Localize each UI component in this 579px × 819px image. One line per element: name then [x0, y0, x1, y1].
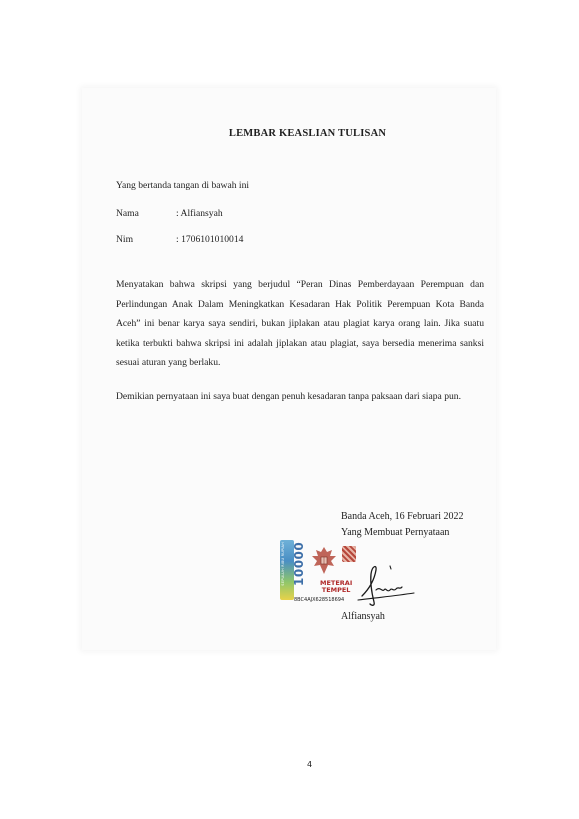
- stamp-title-line2: TEMPEL: [321, 586, 351, 594]
- stamp-serial: 8BC4AJX628518694: [294, 597, 345, 603]
- meterai-stamp: [280, 540, 360, 608]
- signer-name: Alfiansyah: [341, 611, 385, 622]
- garuda-emblem-icon: [310, 544, 338, 578]
- page-number: 4: [306, 760, 313, 769]
- field-value-nim: : 1706101010014: [176, 234, 244, 245]
- handwritten-signature-icon: [354, 560, 418, 610]
- statement-paragraph: Menyatakan bahwa skripsi yang berjudul “Peran Dinas Pemberdayaan Perempuan dan Perlindungan Anak Dalam Meningkatkan Kesadaran Hak Politik Perempuan Kota Banda Aceh” ini benar karya saya sendiri, bukan jiplakan atau plagiat karya orang lain. Jika suatu ketika terbukti bahwa skripsi ini adalah jiplakan atau plagiat, saya bersedia menerima sanksi sesuai aturan yang berlaku.: [116, 279, 484, 368]
- maker-label: Yang Membuat Pernyataan: [341, 527, 450, 538]
- stamp-title-line1: METERAI: [320, 579, 353, 587]
- intro-text: Yang bertanda tangan di bawah ini: [116, 180, 250, 191]
- document-title: LEMBAR KEASLIAN TULISAN: [228, 128, 387, 139]
- stamp-value: 10000: [292, 541, 306, 586]
- closing-paragraph: Demikian pernyataan ini saya buat dengan penuh kesadaran tanpa paksaan dari siapa pun.: [116, 391, 461, 402]
- place-date: Banda Aceh, 16 Februari 2022: [341, 511, 464, 522]
- stamp-title: [320, 580, 352, 594]
- field-label-nim: Nim: [116, 234, 134, 245]
- field-value-nama: : Alfiansyah: [176, 208, 223, 219]
- stamp-vertical-text: SEPULUH RIBU RUPIAH: [281, 542, 285, 586]
- field-label-nama: Nama: [116, 208, 139, 219]
